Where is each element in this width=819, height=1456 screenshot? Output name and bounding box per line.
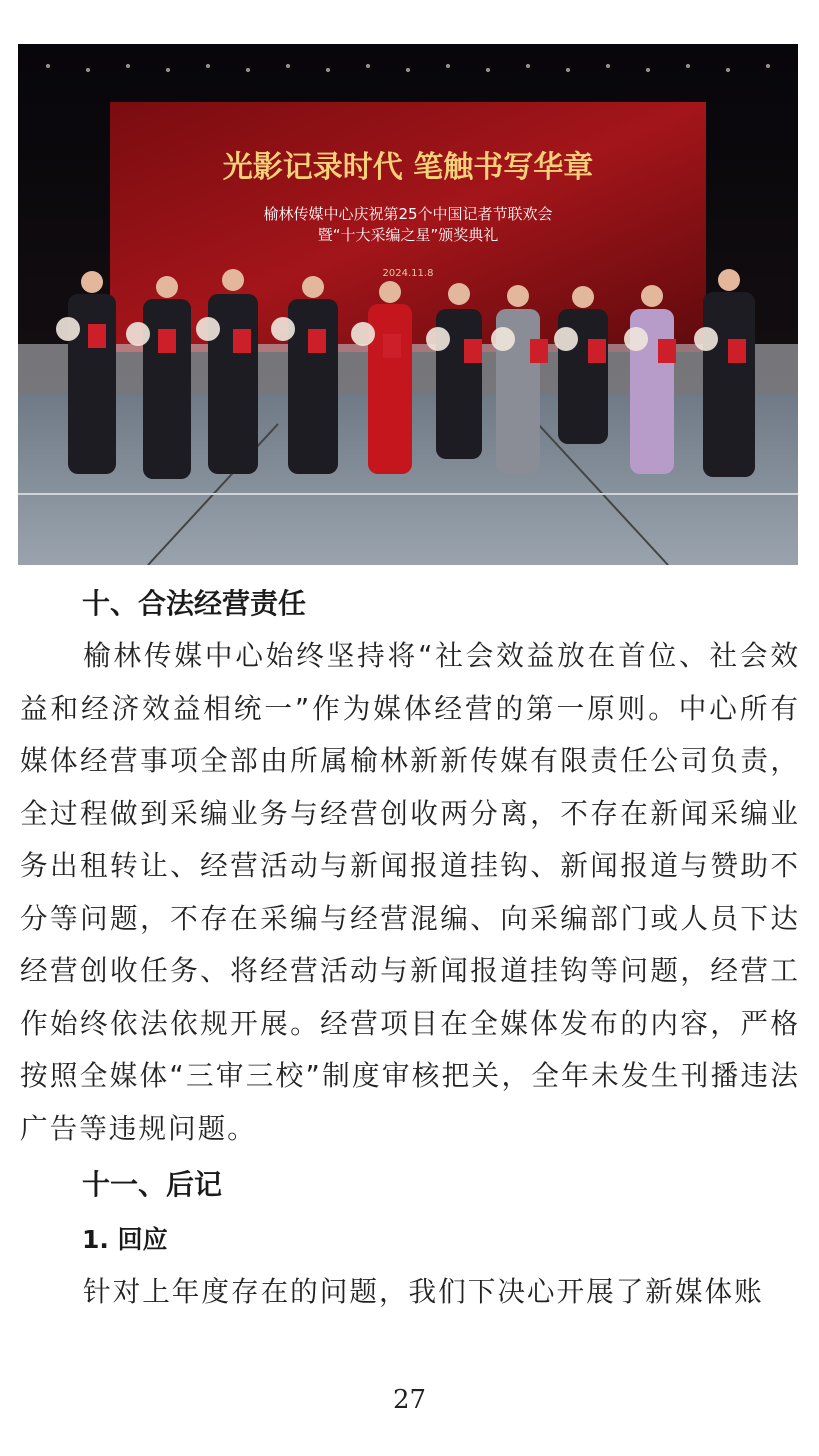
section-10-paragraph: 榆林传媒中心始终坚持将“社会效益放在首位、社会效益和经济效益相统一”作为媒体经营的第一原则。中心所有媒体经营事项全部由所属榆林新新传媒有限责任公司负责，全过程做到采编业务与经营创收两分离，不存在新闻采编业务出租转让、经营活动与新闻报道挂钩、新闻报道与赞助不分等问题，不存在采编与经营混编、向采编部门或人员下达经营创收任务、将经营活动与新闻报道挂钩等问题，经营工作始终依法依规开展。经营项目在全媒体发布的内容，严格按照全媒体“三审三校”制度审核把关，全年未发生刊播违法广告等违规问题。: [20, 639, 800, 1145]
banner-line-2: 暨“十大采编之星”颁奖典礼: [317, 226, 499, 244]
banner-title: 光影记录时代 笔触书写华章: [222, 150, 594, 185]
subsection-1-heading: 1. 回应: [82, 1225, 168, 1254]
banner-line-1: 榆林传媒中心庆祝第25个中国记者节联欢会: [263, 205, 553, 223]
section-10-heading: 十、合法经营责任: [82, 587, 307, 620]
section-11-paragraph: 针对上年度存在的问题，我们下决心开展了新媒体账: [83, 1275, 764, 1308]
section-11-heading: 十一、后记: [82, 1168, 223, 1201]
page-number: 27: [392, 1385, 427, 1415]
award-ceremony-photo: [18, 44, 798, 565]
banner-date: 2024.11.8: [382, 268, 434, 279]
